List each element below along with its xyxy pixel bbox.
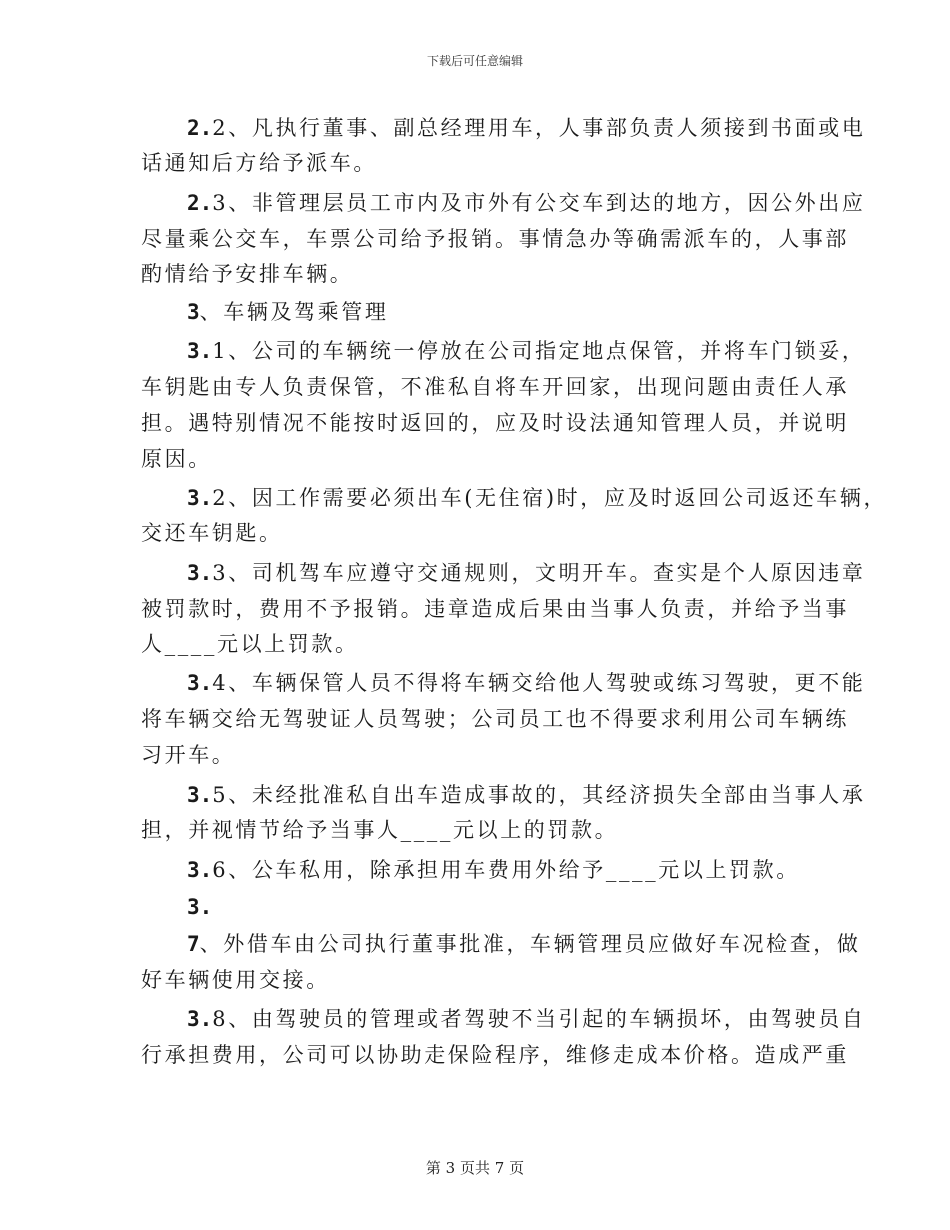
- paragraph-line: 3.1、公司的车辆统一停放在公司指定地点保管，并将车门锁妥，: [187, 339, 866, 363]
- clause-number: 3.: [187, 1007, 213, 1031]
- paragraph-line: 2.2、凡执行董事、副总经理用车，人事部负责人须接到书面或电: [187, 116, 866, 140]
- paragraph-line: 3.3、司机驾车应遵守交通规则，文明开车。查实是个人原因违章: [187, 561, 866, 585]
- clause-number: 2.: [187, 191, 213, 215]
- clause-number: 7: [187, 932, 200, 956]
- paragraph-line: 酌情给予安排车辆。: [141, 262, 354, 286]
- paragraph-line: [187, 892, 212, 922]
- clause-number: 3.: [187, 671, 213, 695]
- paragraph-line: 3.6、公车私用，除承担用车费用外给予____元以上罚款。: [187, 858, 800, 882]
- paragraph-line: 3.8、由驾驶员的管理或者驾驶不当引起的车辆损坏，由驾驶员自: [187, 1007, 866, 1031]
- clause-number: 3.: [187, 858, 213, 882]
- paragraph-line: 3.2、因工作需要必须出车(无住宿)时，应及时返回公司返还车辆，: [187, 486, 888, 510]
- paragraph-line: 担。遇特别情况不能按时返回的，应及时设法通知管理人员，并说明: [141, 411, 849, 435]
- paragraph-line: 被罚款时，费用不予报销。违章造成后果由当事人负责，并给予当事: [141, 597, 849, 621]
- clause-number: 3.: [187, 561, 213, 585]
- clause-number: 3.: [187, 486, 213, 510]
- paragraph-line: 原因。: [141, 447, 212, 471]
- paragraph-line: 3.5、未经批准私自出车造成事故的，其经济损失全部由当事人承: [187, 783, 866, 807]
- paragraph-line: 2.3、非管理层员工市内及市外有公交车到达的地方，因公外出应: [187, 191, 866, 215]
- clause-number: 3.: [187, 895, 213, 919]
- section-heading: 3、车辆及驾乘管理: [187, 300, 389, 324]
- clause-number: 3.: [187, 339, 213, 363]
- paragraph-line: 好车辆使用交接。: [141, 968, 330, 992]
- paragraph-line: 3.4、车辆保管人员不得将车辆交给他人驾驶或练习驾驶，更不能: [187, 671, 866, 695]
- clause-number: 3: [187, 300, 200, 324]
- paragraph-line: 话通知后方给予派车。: [141, 151, 377, 175]
- paragraph-line: 车钥匙由专人负责保管，不准私自将车开回家，出现问题由责任人承: [141, 375, 849, 399]
- paragraph-line: 人____元以上罚款。: [141, 632, 359, 656]
- page-header: 下载后可任意编辑: [426, 54, 523, 68]
- paragraph-line: 将车辆交给无驾驶证人员驾驶；公司员工也不得要求利用公司车辆练: [141, 707, 849, 731]
- paragraph-line: 习开车。: [141, 743, 236, 767]
- paragraph-line: 尽量乘公交车，车票公司给予报销。事情急办等确需派车的，人事部: [141, 227, 849, 251]
- page-footer: 第 3 页共 7 页: [425, 1159, 525, 1177]
- clause-number: 2.: [187, 116, 213, 140]
- paragraph-line: 7、外借车由公司执行董事批准，车辆管理员应做好车况检查，做: [187, 932, 861, 956]
- paragraph-line: 行承担费用，公司可以协助走保险程序，维修走成本价格。造成严重: [141, 1043, 849, 1067]
- paragraph-line: 交还车钥匙。: [141, 521, 283, 545]
- clause-number: 3.: [187, 783, 213, 807]
- paragraph-line: 担，并视情节给予当事人____元以上的罚款。: [141, 818, 619, 842]
